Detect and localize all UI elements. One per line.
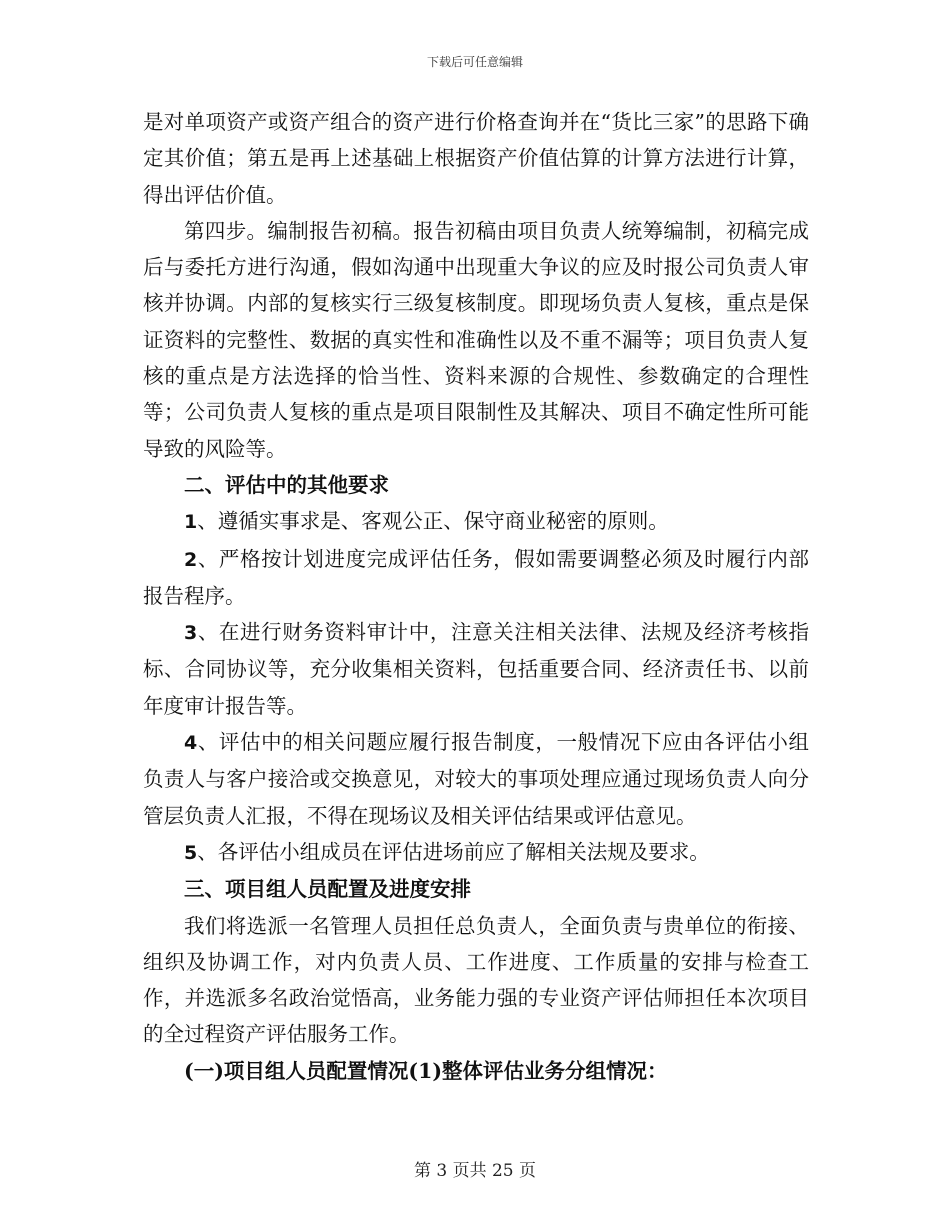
section-heading-other-requirements: 二、评估中的其他要求 — [184, 472, 389, 497]
list-item-2 — [143, 541, 809, 615]
sub-heading-staffing-config: (一)项目组人员配置情况(1)整体评估业务分组情况： — [184, 1058, 668, 1083]
page-footer: 第 3 页共 25 页 — [413, 1161, 537, 1181]
list-item-4 — [143, 724, 809, 834]
list-item-number: 3 — [184, 622, 198, 645]
list-item-3 — [143, 614, 809, 724]
list-item-text: 、各评估小组成员在评估进场前应了解相关法规及要求。 — [197, 839, 710, 864]
document-body — [143, 104, 809, 1089]
list-item-number: 4 — [184, 732, 198, 755]
list-item-text: 、在进行财务资料审计中，注意关注相关法律、法规及经济考核指标、合同协议等，充分收集相关资料，包括重要合同、经济责任书、以前年度审计报告等。 — [143, 620, 809, 718]
section-heading-staffing: 三、项目组人员配置及进度安排 — [184, 877, 471, 902]
list-item-text: 、遵循实事求是、客观公正、保守商业秘密的原则。 — [197, 509, 669, 534]
paragraph-continuation: 是对单项资产或资产组合的资产进行价格查询并在“货比三家”的思路下确定其价值；第五是再上述基础上根据资产价值估算的计算方法进行计算，得出评估价值。 — [143, 110, 809, 207]
list-item-number: 1 — [184, 511, 198, 534]
list-item-text: 、严格按计划进度完成评估任务，假如需要调整必须及时履行内部报告程序。 — [143, 546, 809, 608]
paragraph-staffing: 我们将选派一名管理人员担任总负责人，全面负责与贵单位的衔接、组织及协调工作，对内负责人员、工作进度、工作质量的安排与检查工作，并选派多名政治觉悟高，业务能力强的专业资产评估师担任本次项目的全过程资产评估服务工作。 — [143, 913, 809, 1047]
paragraph-step-four: 第四步。编制报告初稿。报告初稿由项目负责人统筹编制，初稿完成后与委托方进行沟通，假如沟通中出现重大争议的应及时报公司负责人审核并协调。内部的复核实行三级复核制度。即现场负责人复核，重点是保证资料的完整性、数据的真实性和准确性以及不重不漏等；项目负责人复核的重点是方法选择的恰当性、资料来源的合规性、参数确定的合理性等；公司负责人复核的重点是项目限制性及其解决、项目不确定性所可能导致的风险等。 — [143, 218, 809, 461]
list-item-5 — [143, 834, 809, 871]
list-item-number: 5 — [184, 841, 198, 864]
list-item-1 — [143, 503, 809, 540]
list-item-number: 2 — [184, 548, 198, 571]
list-item-text: 、评估中的相关问题应履行报告制度，一般情况下应由各评估小组负责人与客户接洽或交换意见，对较大的事项处理应通过现场负责人向分管层负责人汇报，不得在现场议及相关评估结果或评估意见。 — [143, 730, 809, 828]
page-header: 下载后可任意编辑 — [426, 55, 523, 69]
